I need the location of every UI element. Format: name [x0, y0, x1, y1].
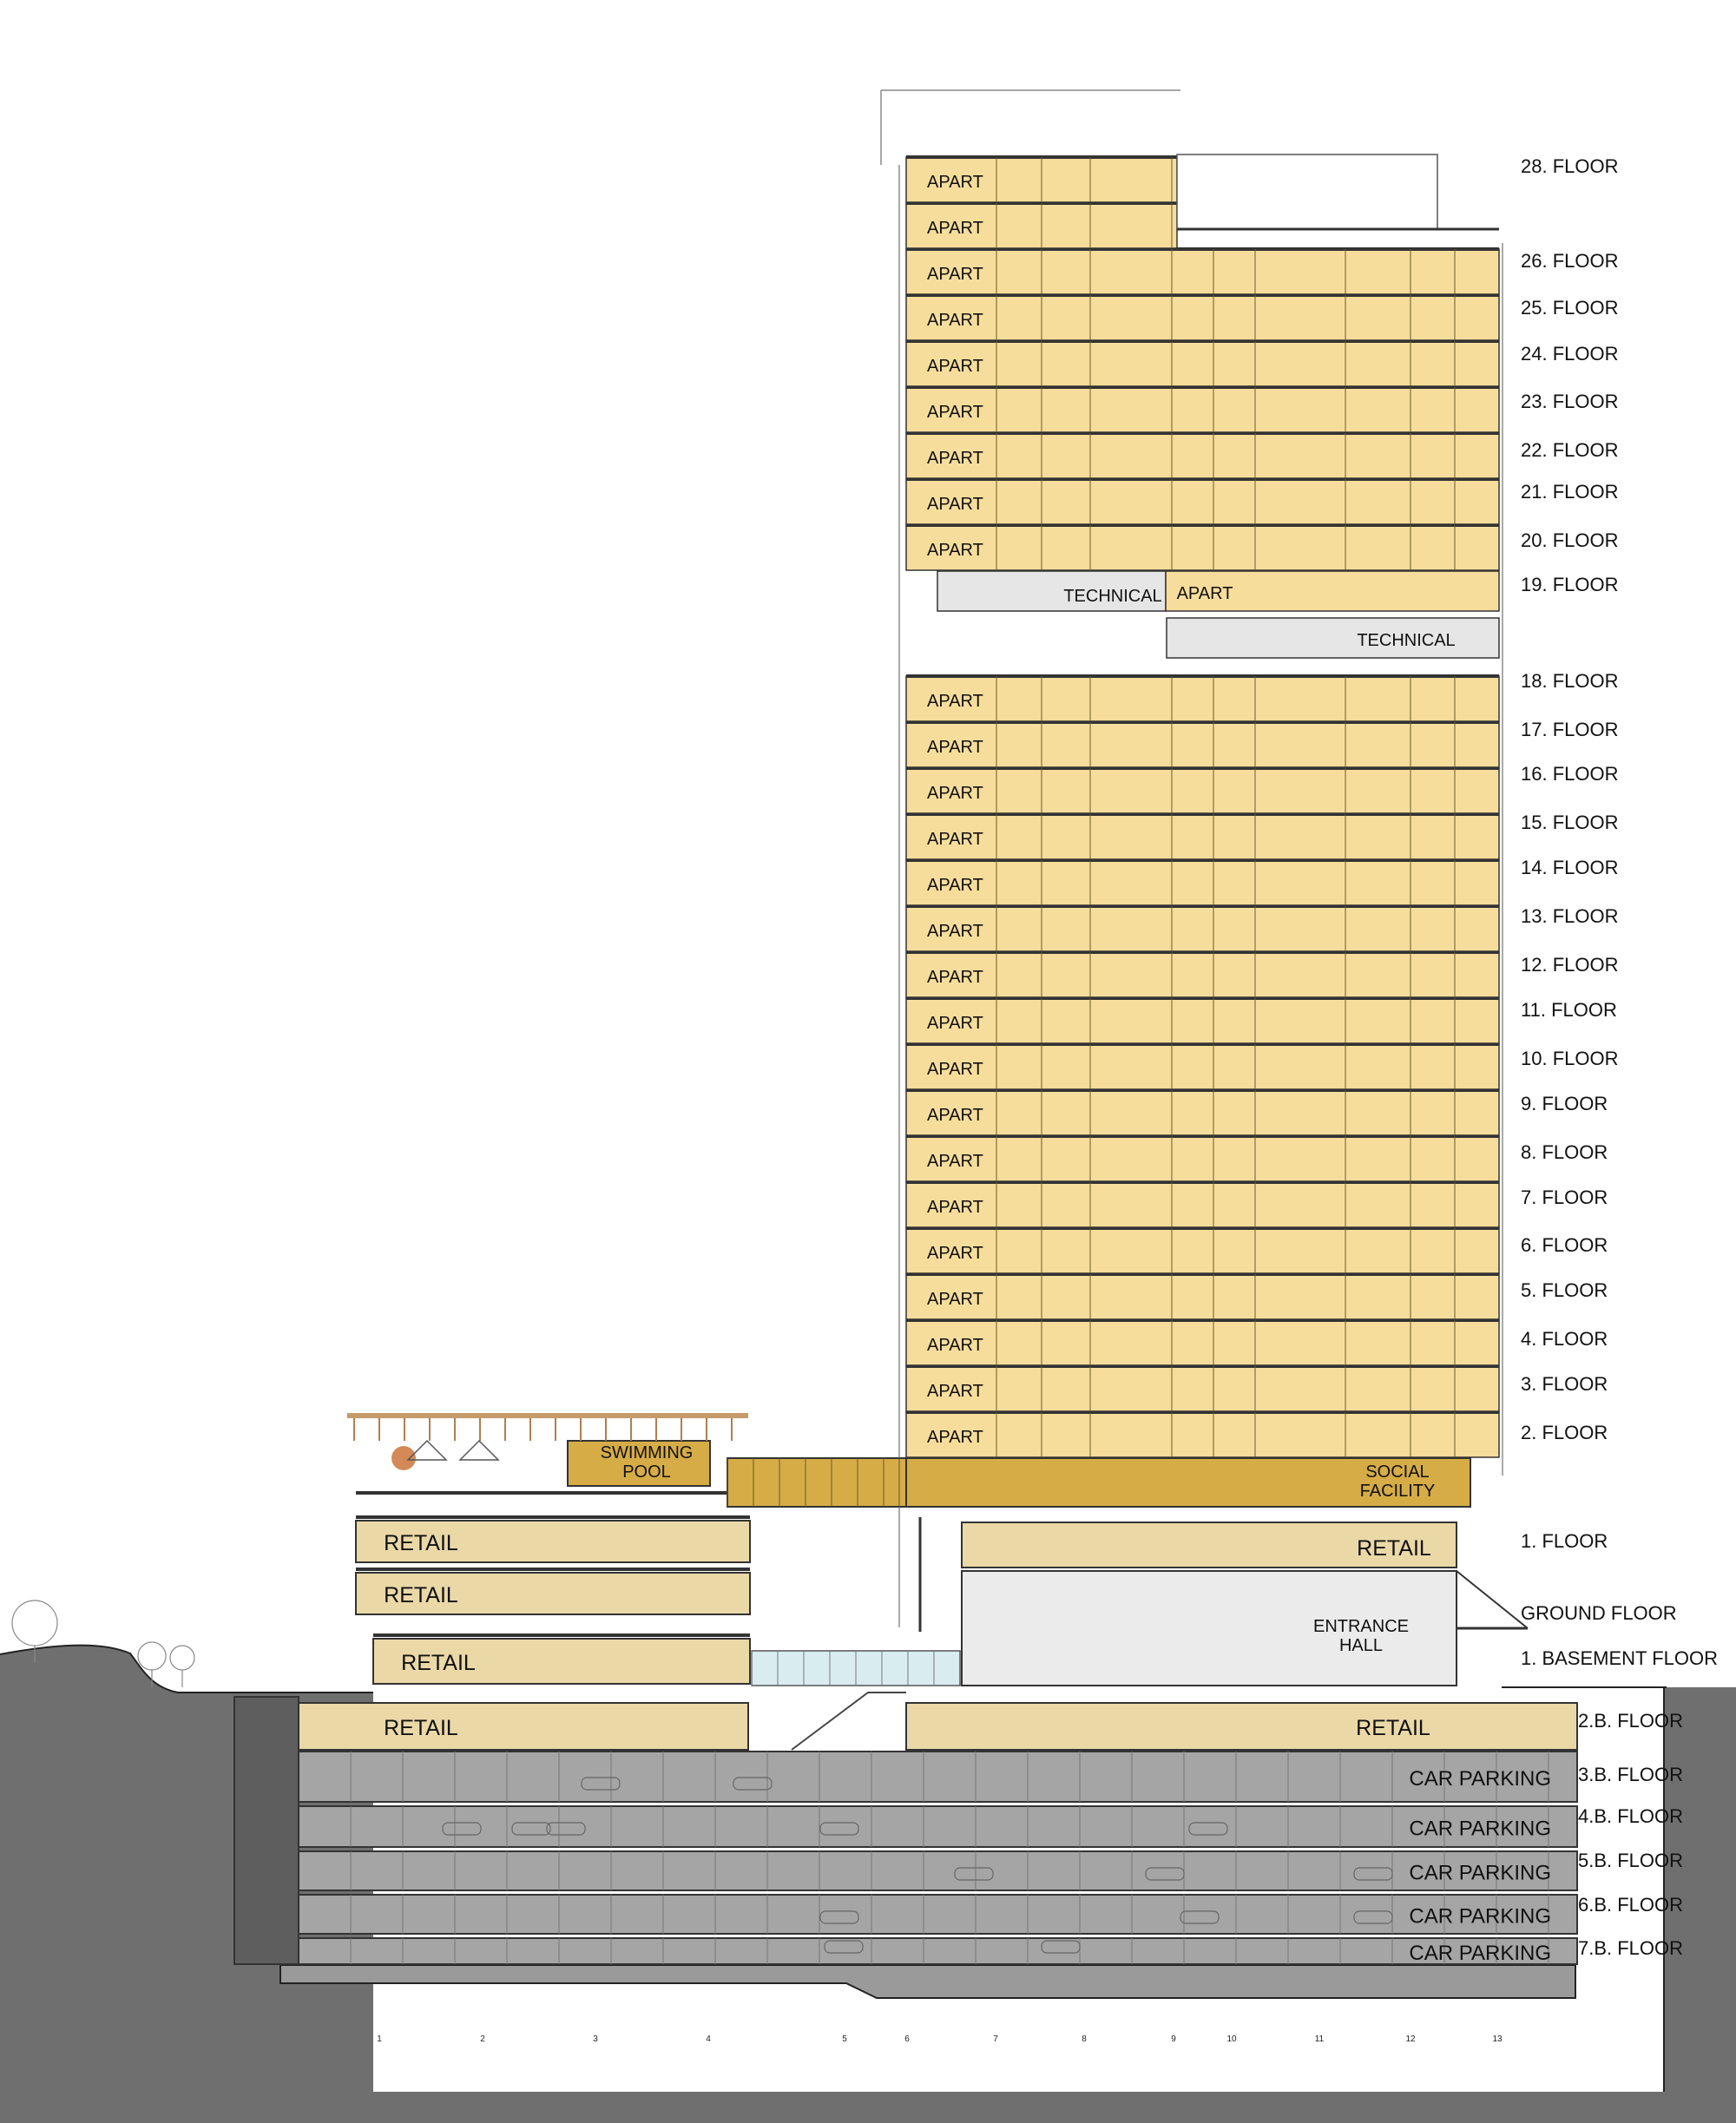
retail-block-2b-left	[299, 1703, 748, 1750]
floor-level-label: 9. FLOOR	[1521, 1093, 1608, 1114]
floor-level-label: 1. FLOOR	[1521, 1530, 1608, 1552]
retail-block-2b-right	[906, 1703, 1577, 1750]
stair-line	[792, 1692, 906, 1750]
floor-level-label: 12. FLOOR	[1521, 954, 1619, 976]
floor-level-label: 23. FLOOR	[1521, 391, 1619, 412]
apartment-label: APART	[927, 265, 983, 284]
roof-plant-room	[1177, 154, 1437, 229]
apartment-label: APART	[927, 1336, 983, 1355]
apartment-label: APART	[927, 876, 983, 895]
floor-level-label: 2.B. FLOOR	[1578, 1710, 1684, 1732]
apartment-label: APART	[927, 968, 983, 987]
foundation-slab	[280, 1965, 1575, 1998]
parking-label: CAR PARKING	[1409, 1767, 1551, 1791]
floor-level-label: 17. FLOOR	[1521, 719, 1619, 740]
technical-void	[906, 618, 1167, 658]
floor-level-label: 6.B. FLOOR	[1578, 1894, 1684, 1916]
parking-label: CAR PARKING	[1409, 1861, 1551, 1885]
retail-label: RETAIL	[384, 1531, 458, 1555]
parking-level-4	[299, 1806, 1577, 1847]
grid-axis-label: 6	[904, 2034, 910, 2044]
floor-level-label: 22. FLOOR	[1521, 439, 1619, 461]
floor-level-label: 6. FLOOR	[1521, 1234, 1608, 1256]
floor-level-label: 20. FLOOR	[1521, 529, 1619, 551]
floor-level-label: 28. FLOOR	[1521, 155, 1619, 177]
floor-level-label: 3.B. FLOOR	[1578, 1764, 1684, 1785]
canopy-strut	[1457, 1571, 1528, 1628]
grid-axis-label: 13	[1492, 2034, 1503, 2044]
apartment-label: APART	[927, 692, 983, 711]
floor-level-label: 15. FLOOR	[1521, 812, 1619, 833]
retail-label: RETAIL	[1357, 1536, 1431, 1561]
floor-level-label: 10. FLOOR	[1521, 1048, 1619, 1069]
floor-level-label: 19. FLOOR	[1521, 574, 1619, 595]
grid-axis-label: 10	[1226, 2034, 1237, 2044]
floor-level-label: 4.B. FLOOR	[1578, 1805, 1684, 1827]
technical-label: TECHNICAL	[1357, 631, 1456, 650]
entrance-hall-label: ENTRANCE HALL	[1312, 1617, 1410, 1655]
floor-level-label: 13. FLOOR	[1521, 905, 1619, 927]
social-facility-label: SOCIAL FACILITY	[1359, 1462, 1436, 1501]
floor-level-label: 3. FLOOR	[1521, 1373, 1608, 1395]
apartment-label: APART	[927, 738, 983, 757]
floor-level-label: 25. FLOOR	[1521, 297, 1619, 319]
floor-level-label: 16. FLOOR	[1521, 763, 1619, 785]
retail-label: RETAIL	[401, 1651, 476, 1675]
apartment-label: APART	[927, 1290, 983, 1309]
floor-level-label: 7. FLOOR	[1521, 1186, 1608, 1208]
floor-level-label: 26. FLOOR	[1521, 250, 1619, 272]
retail-label: RETAIL	[384, 1583, 458, 1607]
apartment-label: APART	[927, 1014, 983, 1033]
technical-label: TECHNICAL	[1063, 587, 1162, 606]
grid-axis-label: 2	[480, 2034, 485, 2044]
pergola-beam	[347, 1413, 748, 1418]
floor-level-label: 7.B. FLOOR	[1578, 1937, 1684, 1959]
apartment-label: APART	[927, 1152, 983, 1171]
retail-label: RETAIL	[384, 1716, 458, 1740]
floor-level-label: 5.B. FLOOR	[1578, 1850, 1684, 1871]
apartment-label: APART	[927, 1198, 983, 1217]
parking-label: CAR PARKING	[1409, 1817, 1551, 1841]
grid-axis-label: 7	[993, 2034, 998, 2044]
terrace-tree	[391, 1446, 416, 1470]
apartment-label: APART	[927, 1106, 983, 1125]
retail-label: RETAIL	[1356, 1716, 1430, 1740]
grid-axis-label: 8	[1082, 2034, 1087, 2044]
apartment-label: APART	[927, 1244, 983, 1263]
parking-level-7	[299, 1938, 1577, 1964]
floor-level-label: 5. FLOOR	[1521, 1279, 1608, 1301]
floor-level-label: 18. FLOOR	[1521, 670, 1619, 692]
floor-level-label: 4. FLOOR	[1521, 1328, 1608, 1350]
apartment-label: APART	[927, 1428, 983, 1447]
apartment-label: APART	[927, 311, 983, 330]
link-bridge-block	[727, 1458, 910, 1507]
grid-axis-label: 9	[1171, 2034, 1176, 2044]
floor-level-label: 11. FLOOR	[1521, 999, 1617, 1021]
apartment-label: APART	[927, 357, 983, 376]
tree-2	[138, 1642, 166, 1670]
floor-level-label: 2. FLOOR	[1521, 1422, 1608, 1443]
floor-level-label: 1. BASEMENT FLOOR	[1521, 1647, 1718, 1669]
grid-axis-label: 1	[377, 2034, 382, 2044]
parking-level-5	[299, 1851, 1577, 1890]
apartment-label: APART	[927, 541, 983, 560]
apartment-label: APART	[927, 495, 983, 514]
apartment-label: APART	[927, 922, 983, 941]
floor-level-label: 21. FLOOR	[1521, 481, 1619, 503]
floor-level-label: 24. FLOOR	[1521, 343, 1619, 365]
apartment-label: APART	[927, 1382, 983, 1401]
parking-label: CAR PARKING	[1409, 1904, 1551, 1929]
swimming-pool-label: SWIMMING POOL	[600, 1443, 694, 1482]
apartment-label: APART	[927, 1060, 983, 1079]
apartment-label: APART	[927, 449, 983, 468]
tree-1	[12, 1600, 57, 1646]
grid-axis-label: 12	[1405, 2034, 1416, 2044]
apartment-label: APART	[1176, 584, 1233, 603]
parking-level-6	[299, 1895, 1577, 1934]
apartment-label: APART	[927, 830, 983, 849]
tree-3	[170, 1646, 194, 1670]
floor-level-label: 14. FLOOR	[1521, 857, 1619, 878]
grid-axis-label: 3	[593, 2034, 598, 2044]
parasol-2	[460, 1441, 498, 1460]
grid-axis-label: 11	[1314, 2034, 1325, 2044]
grid-axis-label: 4	[706, 2034, 711, 2044]
parking-ramp-core	[234, 1697, 299, 1964]
parking-label: CAR PARKING	[1409, 1942, 1551, 1965]
floor-level-label: 8. FLOOR	[1521, 1141, 1608, 1163]
apartment-label: APART	[927, 173, 983, 192]
apartment-label: APART	[927, 219, 983, 238]
apartment-label: APART	[927, 403, 983, 422]
floor-level-label: GROUND FLOOR	[1521, 1602, 1677, 1624]
grid-axis-label: 5	[842, 2034, 847, 2044]
parking-level-3	[299, 1752, 1577, 1802]
apartment-label: APART	[927, 784, 983, 803]
